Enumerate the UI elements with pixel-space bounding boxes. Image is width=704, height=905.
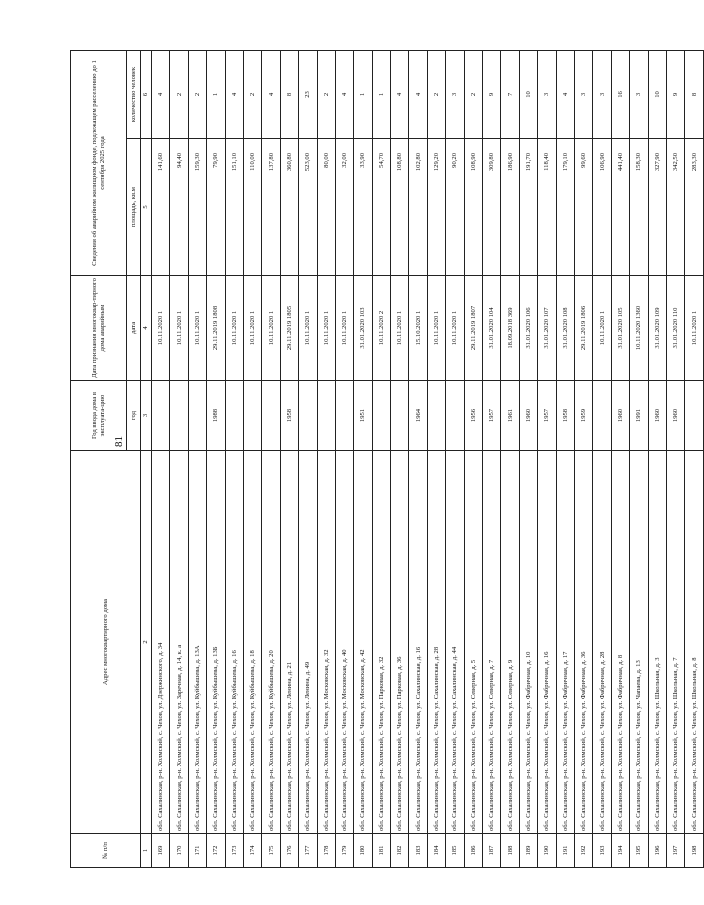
table-row [611,51,629,868]
row-area: 118,40 [538,139,556,276]
row-people: 23 [299,51,317,139]
row-year [593,381,611,451]
row-number: 187 [483,834,501,868]
row-people: 1 [354,51,372,139]
table-row [556,51,574,868]
header-people: количество человек [127,51,141,139]
row-area: 342,50 [666,139,684,276]
row-address: обл. Сахалинская, р-н. Холмский, с. Чехов, ул. Дзержинского, д. 34 [152,451,170,834]
row-number: 177 [299,834,317,868]
row-address: обл. Сахалинская, р-н. Холмский, с. Чехов, ул. Школьная, д. 8 [685,451,703,834]
row-address: обл. Сахалинская, р-н. Холмский, с. Чехов, ул. Ленина, д. 21 [280,451,298,834]
row-year [446,381,464,451]
row-date: 10.11.2020 1360 [630,276,648,381]
row-address: обл. Сахалинская, р-н. Холмский, с. Чехов, ул. Куйбышева, д. 13Б [207,451,225,834]
table-row [464,51,482,868]
column-number-row [141,51,152,868]
table-row [483,51,501,868]
row-number: 180 [354,834,372,868]
row-date: 29.11.2019 1808 [207,276,225,381]
table-row [207,51,225,868]
row-area: 283,30 [685,139,703,276]
row-people: 7 [501,51,519,139]
row-people: 10 [519,51,537,139]
table-row [299,51,317,868]
emergency-housing-table [70,50,704,868]
row-number: 186 [464,834,482,868]
row-address: обл. Сахалинская, р-н. Холмский, с. Чехов, ул. Школьная, д. 7 [666,451,684,834]
row-people: 2 [317,51,335,139]
row-address: обл. Сахалинская, р-н. Холмский, с. Чехов, ул. Московская, д. 42 [354,451,372,834]
row-date: 10.11.2020 1 [593,276,611,381]
row-date: 29.11.2019 1807 [464,276,482,381]
row-year [243,381,261,451]
column-number: 4 [141,276,152,381]
table-row [630,51,648,868]
row-date: 15.10.2020 1 [409,276,427,381]
row-address: обл. Сахалинская, р-н. Холмский, с. Чехов, ул. Северная, д. 7 [483,451,501,834]
row-number: 190 [538,834,556,868]
column-number: 3 [141,381,152,451]
row-area: 79,90 [207,139,225,276]
row-address: обл. Сахалинская, р-н. Холмский, с. Чехов, ул. Северная, д. 5 [464,451,482,834]
row-area: 129,20 [427,139,445,276]
row-date: 10.11.2020 1 [335,276,353,381]
row-year: 1961 [501,381,519,451]
row-year: 1957 [538,381,556,451]
row-people: 2 [464,51,482,139]
table-row [243,51,261,868]
row-people: 3 [538,51,556,139]
row-address: обл. Сахалинская, р-н. Холмский, с. Чехов, ул. Ленина, д. 49 [299,451,317,834]
row-area: 54,70 [372,139,390,276]
row-year [152,381,170,451]
table-body [152,51,704,868]
row-people: 4 [335,51,353,139]
header-year-group: Год ввода дома в эксплуата-цию [71,381,127,451]
row-date: 10.11.2020 1 [262,276,280,381]
row-address: обл. Сахалинская, р-н. Холмский, с. Чехов, ул. Куйбышева, д. 13А [188,451,206,834]
row-people: 8 [685,51,703,139]
row-date: 31.01.2020 105 [611,276,629,381]
row-area: 159,30 [188,139,206,276]
row-year [262,381,280,451]
row-address: обл. Сахалинская, р-н. Холмский, с. Чехов, ул. Сахалинская, д. 16 [409,451,427,834]
row-people: 3 [593,51,611,139]
row-number: 184 [427,834,445,868]
row-year: 1988 [207,381,225,451]
table-row [574,51,592,868]
column-number: 1 [141,834,152,868]
row-people: 2 [170,51,188,139]
row-date: 31.01.2020 103 [354,276,372,381]
row-area: 441,40 [611,139,629,276]
row-number: 191 [556,834,574,868]
row-address: обл. Сахалинская, р-н. Холмский, с. Чехов, ул. Фабричная, д. 10 [519,451,537,834]
header-info-group: Сведения об аварийном жилищном фонде, подлежащем расселению до 1 сентября 2025 года [71,51,127,276]
table-row [409,51,427,868]
row-address: обл. Сахалинская, р-н. Холмский, с. Чехов, ул. Фабричная, д. 36 [574,451,592,834]
row-people: 1 [207,51,225,139]
row-people: 2 [427,51,445,139]
row-address: обл. Сахалинская, р-н. Холмский, с. Чехов, ул. Фабричная, д. 8 [611,451,629,834]
row-address: обл. Сахалинская, р-н. Холмский, с. Чехов, ул. Заречная, д. 14, к. а [170,451,188,834]
header-recognition-group: Дата признания многоквар-тирного дома аварийным [71,276,127,381]
row-date: 10.11.2020 1 [391,276,409,381]
table-row [685,51,703,868]
row-year: 1991 [630,381,648,451]
row-year: 1960 [648,381,666,451]
table-row [188,51,206,868]
table-row [538,51,556,868]
row-date: 10.11.2020 1 [225,276,243,381]
row-number: 171 [188,834,206,868]
table-row [262,51,280,868]
table-row [335,51,353,868]
row-date: 31.01.2020 110 [666,276,684,381]
row-year: 1964 [409,381,427,451]
row-people: 3 [574,51,592,139]
row-date: 10.11.2020 2 [372,276,390,381]
row-date: 31.01.2020 104 [483,276,501,381]
row-number: 194 [611,834,629,868]
row-area: 108,80 [391,139,409,276]
row-date: 29.11.2019 1805 [280,276,298,381]
table-row [519,51,537,868]
header-year: год [127,381,141,451]
rotated-table-wrapper [70,51,698,868]
row-area: 309,80 [483,139,501,276]
row-address: обл. Сахалинская, р-н. Холмский, с. Чехов, ул. Школьная, д. 3 [648,451,666,834]
row-year: 1959 [574,381,592,451]
row-number: 170 [170,834,188,868]
table-row [170,51,188,868]
table-row [225,51,243,868]
row-date: 10.11.2020 1 [299,276,317,381]
row-date: 31.01.2020 108 [556,276,574,381]
row-area: 94,40 [170,139,188,276]
row-number: 181 [372,834,390,868]
row-year: 1951 [354,381,372,451]
row-year [335,381,353,451]
row-people: 16 [611,51,629,139]
row-number: 169 [152,834,170,868]
row-date: 10.11.2020 1 [317,276,335,381]
row-people: 9 [483,51,501,139]
row-area: 151,10 [225,139,243,276]
row-address: обл. Сахалинская, р-н. Холмский, с. Чехов, ул. Куйбышева, д. 16 [225,451,243,834]
row-year [170,381,188,451]
row-people: 4 [556,51,574,139]
row-year [317,381,335,451]
row-year [427,381,445,451]
row-year [372,381,390,451]
row-area: 106,90 [593,139,611,276]
row-number: 179 [335,834,353,868]
row-number: 172 [207,834,225,868]
table-row [280,51,298,868]
row-address: обл. Сахалинская, р-н. Холмский, с. Чехов, ул. Фабричная, д. 17 [556,451,574,834]
row-number: 175 [262,834,280,868]
row-area: 33,90 [354,139,372,276]
row-number: 174 [243,834,261,868]
row-number: 196 [648,834,666,868]
row-number: 192 [574,834,592,868]
row-area: 327,90 [648,139,666,276]
row-people: 4 [225,51,243,139]
row-area: 90,20 [446,139,464,276]
row-address: обл. Сахалинская, р-н. Холмский, с. Чехов, ул. Московская, д. 32 [317,451,335,834]
row-area: 110,00 [243,139,261,276]
column-number: 6 [141,51,152,139]
row-date: 10.11.2020 1 [152,276,170,381]
column-number: 2 [141,451,152,834]
row-area: 137,80 [262,139,280,276]
row-area: 102,80 [409,139,427,276]
row-people: 4 [409,51,427,139]
table-row [372,51,390,868]
row-address: обл. Сахалинская, р-н. Холмский, с. Чехов, ул. Фабричная, д. 16 [538,451,556,834]
table-row [152,51,170,868]
row-number: 176 [280,834,298,868]
row-address: обл. Сахалинская, р-н. Холмский, с. Чехов, ул. Московская, д. 40 [335,451,353,834]
table-row [354,51,372,868]
table-row [666,51,684,868]
row-address: обл. Сахалинская, р-н. Холмский, с. Чехов, ул. Сахалинская, д. 44 [446,451,464,834]
row-date: 31.01.2020 107 [538,276,556,381]
row-area: 108,90 [464,139,482,276]
row-people: 9 [666,51,684,139]
row-address: обл. Сахалинская, р-н. Холмский, с. Чехов, ул. Чапаева, д. 13 [630,451,648,834]
row-number: 198 [685,834,703,868]
row-year: 1958 [280,381,298,451]
row-year [299,381,317,451]
row-people: 8 [280,51,298,139]
row-number: 183 [409,834,427,868]
row-people: 1 [372,51,390,139]
row-number: 173 [225,834,243,868]
row-area: 360,80 [280,139,298,276]
row-area: 80,00 [317,139,335,276]
row-number: 193 [593,834,611,868]
row-date: 10.11.2020 1 [188,276,206,381]
row-area: 186,90 [501,139,519,276]
table-row [446,51,464,868]
row-address: обл. Сахалинская, р-н. Холмский, с. Чехов, ул. Сахалинская, д. 28 [427,451,445,834]
header-address: Адрес многоквартирного дома [71,451,141,834]
row-address: обл. Сахалинская, р-н. Холмский, с. Чехов, ул. Парковая, д. 36 [391,451,409,834]
row-people: 3 [446,51,464,139]
row-people: 4 [152,51,170,139]
row-area: 141,60 [152,139,170,276]
row-number: 185 [446,834,464,868]
row-year: 1958 [556,381,574,451]
header-area: площадь, кв.м [127,139,141,276]
row-year: 1960 [611,381,629,451]
row-people: 4 [262,51,280,139]
row-address: обл. Сахалинская, р-н. Холмский, с. Чехов, ул. Северная, д. 9 [501,451,519,834]
row-number: 188 [501,834,519,868]
table-row [648,51,666,868]
header-num: № п/п [71,834,141,868]
row-year [188,381,206,451]
table-row [593,51,611,868]
table-row [391,51,409,868]
header-date: дата [127,276,141,381]
row-year: 1956 [464,381,482,451]
row-date: 31.01.2020 109 [648,276,666,381]
column-number: 5 [141,139,152,276]
row-address: обл. Сахалинская, р-н. Холмский, с. Чехов, ул. Фабричная, д. 28 [593,451,611,834]
row-year: 1957 [483,381,501,451]
table-row [317,51,335,868]
row-area: 99,60 [574,139,592,276]
row-year: 1960 [666,381,684,451]
row-year [391,381,409,451]
row-year [225,381,243,451]
row-date: 29.11.2019 1806 [574,276,592,381]
row-area: 179,10 [556,139,574,276]
row-area: 32,00 [335,139,353,276]
row-number: 182 [391,834,409,868]
table-row [501,51,519,868]
row-number: 189 [519,834,537,868]
table-row [427,51,445,868]
row-address: обл. Сахалинская, р-н. Холмский, с. Чехов, ул. Куйбышева, д. 20 [262,451,280,834]
row-address: обл. Сахалинская, р-н. Холмский, с. Чехов, ул. Куйбышева, д. 18 [243,451,261,834]
row-area: 158,30 [630,139,648,276]
row-date: 10.11.2020 1 [170,276,188,381]
row-address: обл. Сахалинская, р-н. Холмский, с. Чехов, ул. Парковая, д. 32 [372,451,390,834]
row-date: 10.11.2020 1 [685,276,703,381]
row-people: 3 [630,51,648,139]
row-year: 1960 [519,381,537,451]
row-people: 2 [188,51,206,139]
row-date: 10.11.2020 1 [243,276,261,381]
row-number: 195 [630,834,648,868]
row-people: 2 [243,51,261,139]
row-date: 10.11.2020 1 [446,276,464,381]
row-people: 10 [648,51,666,139]
row-people: 4 [391,51,409,139]
page-number: 81 [113,436,125,447]
row-number: 178 [317,834,335,868]
row-date: 18.09.2018 369 [501,276,519,381]
row-year [685,381,703,451]
row-date: 10.11.2020 1 [427,276,445,381]
row-date: 31.01.2020 106 [519,276,537,381]
row-area: 523,00 [299,139,317,276]
row-number: 197 [666,834,684,868]
row-area: 191,70 [519,139,537,276]
